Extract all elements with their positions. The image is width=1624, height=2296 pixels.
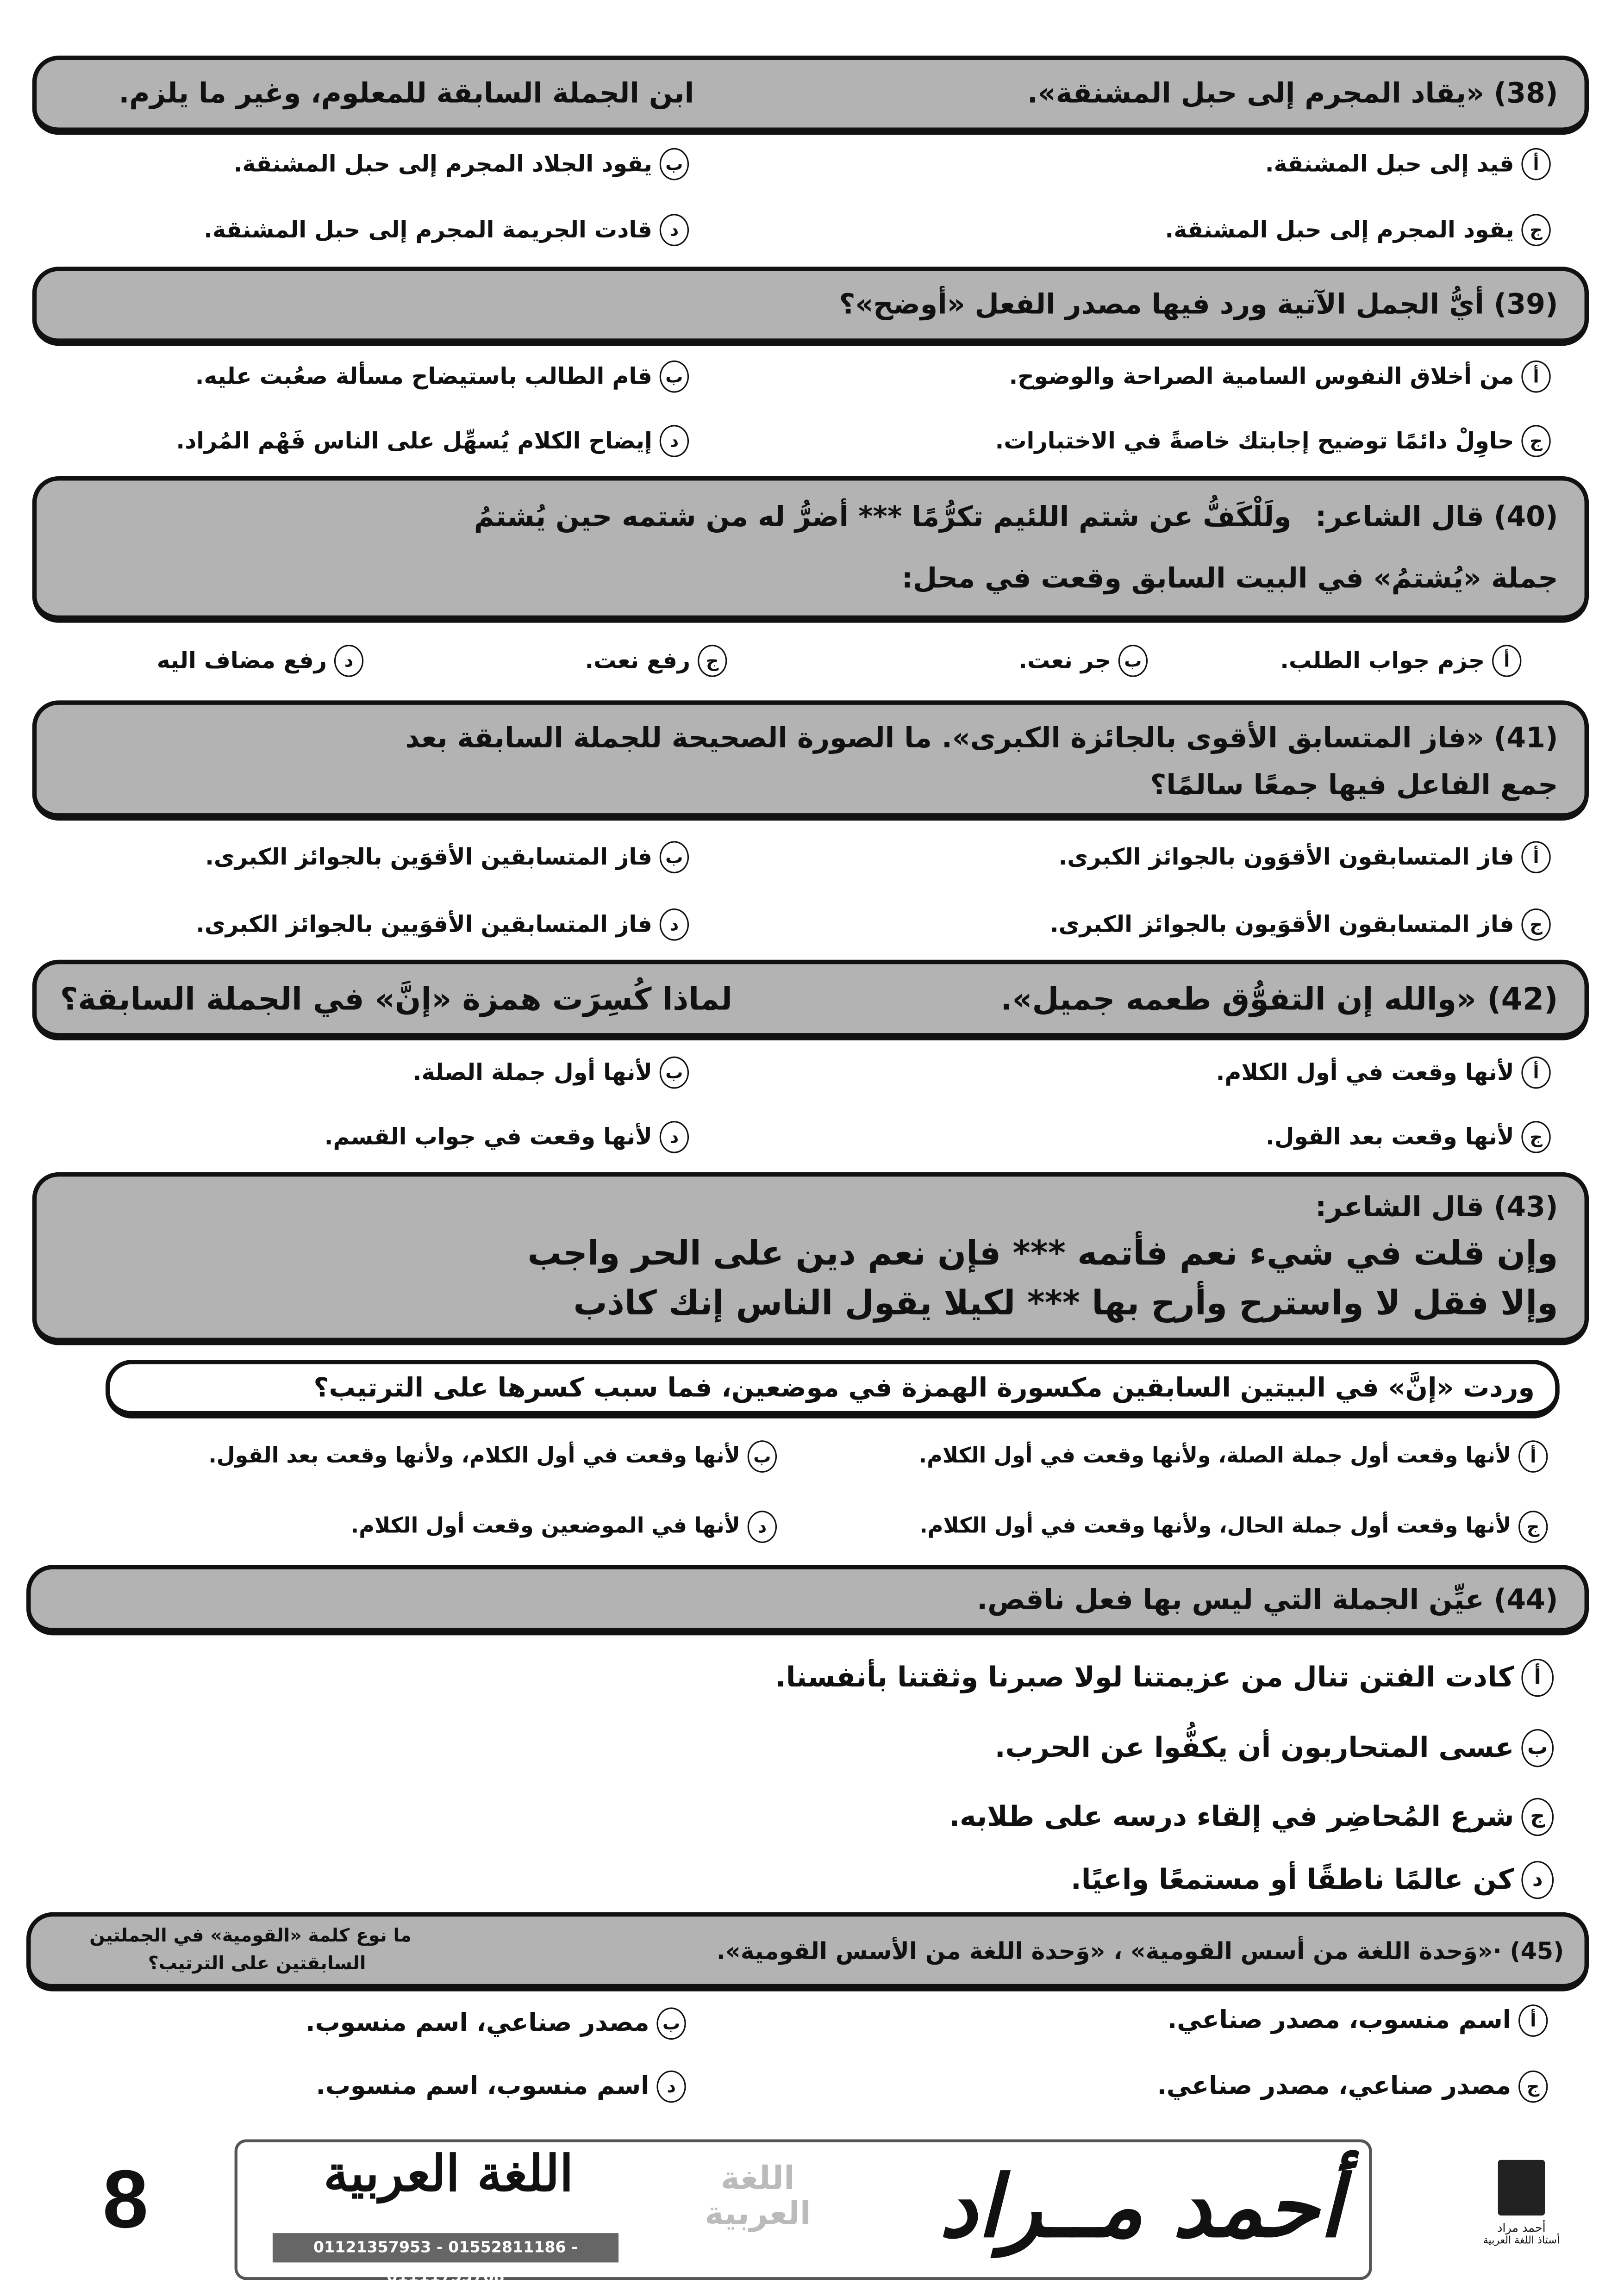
footer-banner bbox=[235, 2140, 1372, 2286]
question-45-text: (45) ·«وَحدة اللغة من أسس القومية» ، «وَحدة اللغة من الأسس القومية». bbox=[716, 1937, 1564, 1965]
question-44-text: (44) عيِّن الجملة التي ليس بها فعل ناقص. bbox=[977, 1584, 1558, 1617]
q45-option-b[interactable] bbox=[306, 2008, 686, 2040]
phone-numbers: 01121357953 - 01552811186 - 01111755768 bbox=[273, 2233, 618, 2262]
option-text: مصدر صناعي، مصدر صناعي. bbox=[1157, 2072, 1512, 2102]
q44-option-c[interactable] bbox=[949, 1798, 1554, 1836]
author-logo bbox=[1480, 2160, 1562, 2277]
question-43-box bbox=[32, 1172, 1589, 1345]
option-text: لأنها وقعت أول جملة الصلة، ولأنها وقعت في أول الكلام. bbox=[918, 1444, 1512, 1468]
option-letter: ب bbox=[1521, 1729, 1554, 1767]
question-43-verse-2: وإلا فقل لا واسترح وأرح بها *** لكيلا يقول الناس إنك كاذب bbox=[573, 1285, 1558, 1323]
q42-option-d[interactable] bbox=[325, 1121, 689, 1153]
q38-option-a[interactable] bbox=[1265, 148, 1551, 180]
option-text: قيد إلى حبل المشنقة. bbox=[1265, 151, 1514, 178]
option-text: لأنها في الموضعين وقعت أول الكلام. bbox=[350, 1515, 740, 1539]
option-letter: أ bbox=[1521, 148, 1550, 180]
option-text: يقود الجلاد المجرم إلى حبل المشنقة. bbox=[233, 151, 652, 178]
q40-option-c[interactable] bbox=[585, 645, 727, 677]
option-letter: أ bbox=[1521, 841, 1550, 873]
watermark-logo: اللغة العربية bbox=[705, 2161, 811, 2234]
option-text: لأنها أول جملة الصلة. bbox=[412, 1059, 652, 1086]
question-41-line2: جمع الفاعل فيها جمعًا سالمًا؟ bbox=[1150, 769, 1558, 802]
q44-option-a[interactable] bbox=[775, 1659, 1554, 1697]
option-text: من أخلاق النفوس السامية الصراحة والوضوح. bbox=[1009, 363, 1514, 390]
option-text: عسى المتحاربون أن يكفُّوا عن الحرب. bbox=[994, 1732, 1514, 1764]
option-letter: أ bbox=[1521, 1057, 1550, 1089]
option-letter: ج bbox=[1521, 214, 1550, 246]
q39-option-b[interactable] bbox=[195, 361, 689, 393]
option-letter: ج bbox=[698, 645, 727, 677]
question-38-box bbox=[32, 56, 1589, 135]
question-41-line1: (41) «فاز المتسابق الأقوى بالجائزة الكبرى». ما الصورة الصحيحة للجملة السابقة بعد bbox=[405, 722, 1558, 755]
option-text: لأنها وقعت في جواب القسم. bbox=[324, 1124, 652, 1151]
option-text: قام الطالب باستيضاح مسألة صعُبت عليه. bbox=[195, 363, 652, 390]
logo-mark-icon bbox=[1498, 2160, 1545, 2215]
option-letter: ج bbox=[1518, 2071, 1548, 2103]
q41-option-d[interactable] bbox=[196, 908, 689, 941]
question-43-line1: (43) قال الشاعر: bbox=[1315, 1191, 1558, 1224]
question-40-line2: جملة «يُشتمُ» في البيت السابق وقعت في محل: bbox=[901, 562, 1558, 595]
option-letter: د bbox=[660, 425, 689, 457]
question-42-box bbox=[32, 960, 1589, 1040]
option-text: لأنها وقعت في أول الكلام. bbox=[1216, 1059, 1514, 1086]
q41-option-a[interactable] bbox=[1059, 841, 1551, 873]
question-45-instruction-2: السابقتين على الترتيب؟ bbox=[148, 1952, 366, 1974]
option-letter: ب bbox=[748, 1440, 777, 1473]
question-40-box bbox=[32, 476, 1589, 623]
option-letter: د bbox=[334, 645, 363, 677]
q44-option-d[interactable] bbox=[1071, 1861, 1554, 1899]
question-43-verse-1: وإن قلت في شيء نعم فأتمه *** فإن نعم دين على الحر واجب bbox=[527, 1235, 1558, 1274]
q45-option-d[interactable] bbox=[316, 2071, 686, 2103]
q43-option-c[interactable] bbox=[919, 1511, 1548, 1543]
option-text: لأنها وقعت بعد القول. bbox=[1266, 1124, 1514, 1151]
q38-option-b[interactable] bbox=[234, 148, 689, 180]
q42-option-a[interactable] bbox=[1216, 1057, 1551, 1089]
option-letter: أ bbox=[1518, 2004, 1548, 2037]
option-text: فاز المتسابقين الأقوَين بالجوائز الكبرى. bbox=[205, 844, 652, 871]
question-45-instruction-1: ما نوع كلمة «القومية» في الجملتين bbox=[89, 1924, 412, 1946]
option-letter: ب bbox=[660, 361, 689, 393]
option-text: حاوِلْ دائمًا توضيح إجابتك خاصةً في الاختبارات. bbox=[995, 428, 1514, 454]
option-letter: د bbox=[1521, 1861, 1554, 1899]
q42-option-b[interactable] bbox=[413, 1057, 689, 1089]
q41-option-b[interactable] bbox=[205, 841, 689, 873]
option-text: اسم منسوب، مصدر صناعي. bbox=[1167, 2006, 1512, 2035]
option-letter: ج bbox=[1521, 1121, 1550, 1153]
option-text: قادت الجريمة المجرم إلى حبل المشنقة. bbox=[204, 217, 652, 243]
question-43-subquestion-box bbox=[106, 1360, 1560, 1419]
option-letter: أ bbox=[1518, 1440, 1548, 1473]
question-40-text: (40) قال الشاعر: bbox=[1315, 501, 1558, 534]
q40-option-b[interactable] bbox=[1018, 645, 1148, 677]
option-letter: ج bbox=[1521, 425, 1550, 457]
option-letter: ب bbox=[660, 148, 689, 180]
option-letter: ب bbox=[660, 841, 689, 873]
option-text: جزم جواب الطلب. bbox=[1280, 647, 1485, 674]
q43-option-b[interactable] bbox=[208, 1440, 777, 1473]
option-letter: د bbox=[660, 1121, 689, 1153]
question-43-subquestion: وردت «إنَّ» في البيتين السابقين مكسورة الهمزة في موضعين، فما سبب كسرها على الترتيب؟ bbox=[313, 1373, 1535, 1404]
question-39-text: (39) أيُّ الجمل الآتية ورد فيها مصدر الفعل «أوضح»؟ bbox=[839, 288, 1558, 321]
logo-subtitle: أستاذ اللغة العربية bbox=[1483, 2234, 1560, 2246]
option-text: يقود المجرم إلى حبل المشنقة. bbox=[1165, 217, 1514, 243]
option-letter: ج bbox=[1518, 1511, 1548, 1543]
question-45-box bbox=[26, 1912, 1589, 1991]
option-letter: د bbox=[656, 2071, 686, 2103]
option-text: لأنها وقعت في أول الكلام، ولأنها وقعت بعد القول. bbox=[208, 1444, 740, 1468]
q43-option-d[interactable] bbox=[351, 1511, 777, 1543]
option-text: لأنها وقعت أول جملة الحال، ولأنها وقعت في أول الكلام. bbox=[919, 1515, 1512, 1539]
option-text: رفع مضاف اليه bbox=[156, 647, 327, 674]
q44-option-b[interactable] bbox=[995, 1729, 1554, 1767]
q41-option-c[interactable] bbox=[1050, 908, 1551, 941]
q39-option-a[interactable] bbox=[1009, 361, 1551, 393]
option-text: إيضاح الكلام يُسهِّل على الناس فَهْم المُراد. bbox=[176, 428, 652, 454]
q45-option-a[interactable] bbox=[1168, 2004, 1548, 2037]
option-letter: د bbox=[660, 214, 689, 246]
option-letter: أ bbox=[1521, 1659, 1554, 1697]
option-letter: ج bbox=[1521, 1798, 1554, 1836]
logo-name: أحمد مراد bbox=[1497, 2221, 1546, 2235]
question-40-verse: ولَلْكَفُّ عن شتم اللئيم تكرُّمًا *** أضرُّ له من شتمه حين يُشتمُ bbox=[474, 501, 1292, 534]
option-letter: د bbox=[748, 1511, 777, 1543]
option-text: فاز المتسابقون الأقوَيون بالجوائز الكبرى. bbox=[1049, 911, 1514, 938]
q40-option-a[interactable] bbox=[1280, 645, 1521, 677]
question-38-text: (38) «يقاد المجرم إلى حبل المشنقة». bbox=[1027, 77, 1558, 110]
option-letter: ب bbox=[656, 2008, 686, 2040]
q45-option-c[interactable] bbox=[1157, 2071, 1548, 2103]
page-number: 8 bbox=[102, 2153, 149, 2245]
option-text: فاز المتسابقين الأقوَيين بالجوائز الكبرى. bbox=[196, 911, 652, 938]
q39-option-d[interactable] bbox=[176, 425, 689, 457]
option-text: فاز المتسابقون الأقوَون بالجوائز الكبرى. bbox=[1058, 844, 1514, 871]
option-letter: ب bbox=[660, 1057, 689, 1089]
option-letter: أ bbox=[1521, 361, 1550, 393]
question-42-text: (42) «والله إن التفوُّق طعمه جميل». bbox=[1000, 982, 1558, 1017]
question-44-box bbox=[26, 1565, 1589, 1635]
option-text: كن عالمًا ناطقًا أو مستمعًا واعيًا. bbox=[1070, 1864, 1514, 1896]
option-text: رفع نعت. bbox=[585, 647, 691, 674]
q40-option-d[interactable] bbox=[157, 645, 363, 677]
option-letter: د bbox=[660, 908, 689, 941]
question-41-box bbox=[32, 700, 1589, 821]
option-text: اسم منسوب، اسم منسوب. bbox=[316, 2072, 650, 2102]
q42-option-c[interactable] bbox=[1266, 1121, 1551, 1153]
question-38-instruction: ابن الجملة السابقة للمعلوم، وغير ما يلزم. bbox=[119, 77, 694, 110]
option-text: جر نعت. bbox=[1018, 647, 1111, 674]
option-text: كادت الفتن تنال من عزيمتنا لولا صبرنا وثقتنا بأنفسنا. bbox=[775, 1661, 1514, 1694]
option-letter: ب bbox=[1118, 645, 1148, 677]
option-letter: أ bbox=[1492, 645, 1521, 677]
question-39-box bbox=[32, 267, 1589, 346]
option-letter: ج bbox=[1521, 908, 1550, 941]
subject-title: اللغة العربية bbox=[323, 2145, 574, 2204]
q43-option-a[interactable] bbox=[919, 1440, 1548, 1473]
q39-option-c[interactable] bbox=[995, 425, 1551, 457]
option-text: مصدر صناعي، اسم منسوب. bbox=[306, 2009, 650, 2039]
author-name: أحمد مــراد bbox=[939, 2157, 1343, 2257]
option-text: شرع المُحاضِر في إلقاء درسه على طلابه. bbox=[949, 1801, 1514, 1833]
q38-option-d[interactable] bbox=[204, 214, 689, 246]
q38-option-c[interactable] bbox=[1165, 214, 1551, 246]
question-42-instruction: لماذا كُسِرَت همزة «إنَّ» في الجملة السابقة؟ bbox=[60, 982, 732, 1017]
